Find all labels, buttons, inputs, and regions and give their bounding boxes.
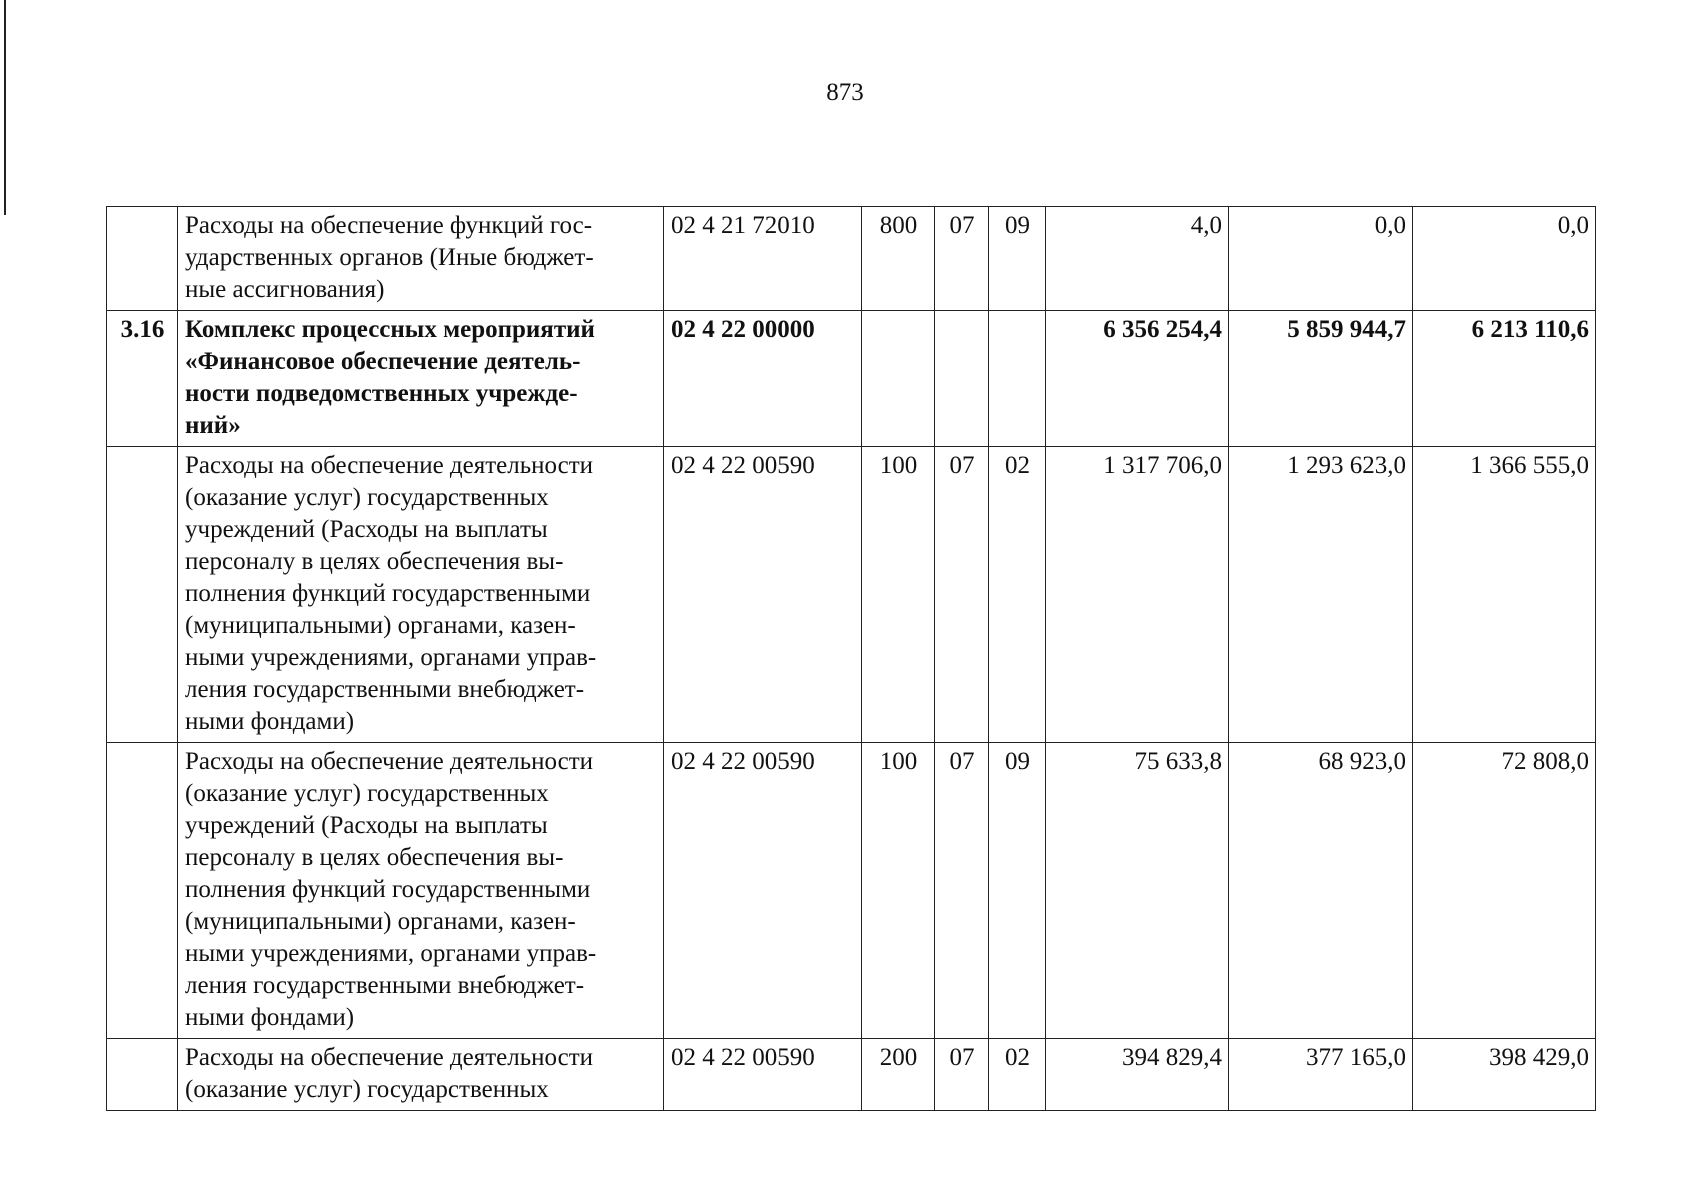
subsection-code: 02: [989, 447, 1046, 743]
expense-type-code: [862, 311, 935, 447]
amount-year-3: 398 429,0: [1413, 1039, 1596, 1111]
expense-description: Расходы на обеспечение деятельности (оказание услуг) государственных: [178, 1039, 664, 1111]
page-number: 873: [826, 79, 864, 106]
amount-year-1: 1 317 706,0: [1046, 447, 1229, 743]
amount-year-2: 1 293 623,0: [1229, 447, 1413, 743]
target-article-code: 02 4 22 00590: [664, 743, 862, 1039]
subsection-code: 02: [989, 1039, 1046, 1111]
section-code: [935, 311, 989, 447]
row-number: [107, 207, 178, 311]
row-number: [107, 743, 178, 1039]
target-article-code: 02 4 22 00590: [664, 1039, 862, 1111]
subsection-code: 09: [989, 207, 1046, 311]
budget-table: [106, 206, 1596, 1111]
target-article-code: 02 4 22 00000: [664, 311, 862, 447]
table-row: [107, 311, 1596, 447]
section-code: 07: [935, 447, 989, 743]
expense-description: Расходы на обеспечение деятельности (оказание услуг) государственных учреждений (Расходы на выплаты персоналу в целях обеспечения вы- полнения функций государственными (муниципальными) органами, казен- ными учреждениями, органами управ- ления государственными внебюджет- ными фондами): [178, 743, 664, 1039]
amount-year-2: 377 165,0: [1229, 1039, 1413, 1111]
subsection-code: [989, 311, 1046, 447]
amount-year-3: 6 213 110,6: [1413, 311, 1596, 447]
target-article-code: 02 4 22 00590: [664, 447, 862, 743]
expense-type-code: 100: [862, 447, 935, 743]
table-row: [107, 743, 1596, 1039]
amount-year-3: 72 808,0: [1413, 743, 1596, 1039]
amount-year-2: 0,0: [1229, 207, 1413, 311]
amount-year-2: 68 923,0: [1229, 743, 1413, 1039]
amount-year-1: 394 829,4: [1046, 1039, 1229, 1111]
amount-year-2: 5 859 944,7: [1229, 311, 1413, 447]
amount-year-1: 75 633,8: [1046, 743, 1229, 1039]
expense-type-code: 100: [862, 743, 935, 1039]
section-code: 07: [935, 743, 989, 1039]
row-number: 3.16: [107, 311, 178, 447]
section-code: 07: [935, 207, 989, 311]
section-code: 07: [935, 1039, 989, 1111]
amount-year-3: 0,0: [1413, 207, 1596, 311]
expense-type-code: 200: [862, 1039, 935, 1111]
table-row: [107, 447, 1596, 743]
expense-type-code: 800: [862, 207, 935, 311]
subsection-code: 09: [989, 743, 1046, 1039]
table-row: [107, 1039, 1596, 1111]
amount-year-3: 1 366 555,0: [1413, 447, 1596, 743]
budget-table-body: [107, 207, 1596, 1111]
amount-year-1: 6 356 254,4: [1046, 311, 1229, 447]
expense-description: Расходы на обеспечение функций гос- ударственных органов (Иные бюджет- ные ассигнования): [178, 207, 664, 311]
amount-year-1: 4,0: [1046, 207, 1229, 311]
row-number: [107, 447, 178, 743]
target-article-code: 02 4 21 72010: [664, 207, 862, 311]
expense-description: Расходы на обеспечение деятельности (оказание услуг) государственных учреждений (Расходы на выплаты персоналу в целях обеспечения вы- полнения функций государственными (муниципальными) органами, казен- ными учреждениями, органами управ- ления государственными внебюджет- ными фондами): [178, 447, 664, 743]
expense-description: Комплекс процессных мероприятий «Финансовое обеспечение деятель- ности подведомственных учрежде- ний»: [178, 311, 664, 447]
row-number: [107, 1039, 178, 1111]
table-row: [107, 207, 1596, 311]
